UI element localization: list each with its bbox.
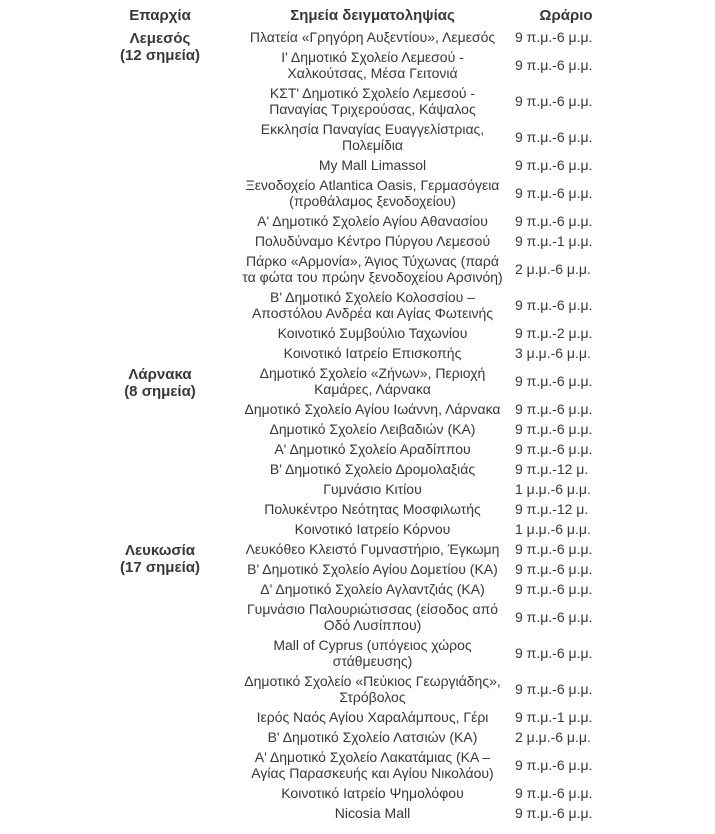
- hours-value: 9 π.μ.-6 μ.μ.: [515, 213, 593, 229]
- sampling-point: Α' Δημοτικό Σχολείο Λακατάμιας (ΚΑ – Αγίας Παρασκευής και Αγίου Νικολάου): [251, 749, 494, 781]
- sampling-point: Δημοτικό Σχολείο «Ζήνων», Περιοχή Καμάρες, Λάρνακα: [259, 365, 486, 397]
- hours-value: 2 μ.μ.-6 μ.μ.: [515, 729, 591, 745]
- table-row: [240, 287, 715, 323]
- table-row: [240, 419, 715, 439]
- province-count: (8 σημεία): [124, 383, 196, 400]
- sampling-point: Δημοτικό Σχολείο Αγίου Ιωάννη, Λάρνακα: [244, 401, 501, 417]
- table-row: [240, 499, 715, 519]
- hours-value: 9 π.μ.-6 μ.μ.: [515, 297, 593, 313]
- sampling-point: My Mall Limassol: [318, 157, 427, 173]
- hours-value: 9 π.μ.-12 μ.: [515, 501, 589, 517]
- sampling-point: Λευκόθεο Κλειστό Γυμναστήριο, Έγκωμη: [245, 541, 500, 557]
- province-name: Λάρνακα: [128, 366, 192, 383]
- table-row: [240, 323, 715, 343]
- table-row: [240, 671, 715, 707]
- table-row: [240, 727, 715, 747]
- table-row: [240, 231, 715, 251]
- table-row: [240, 559, 715, 579]
- sampling-point: Γυμνάσιο Κιτίου: [323, 481, 422, 497]
- hours-value: 9 π.μ.-6 μ.μ.: [515, 373, 593, 389]
- sampling-point: Β' Δημοτικό Σχολείο Αγίου Δομετίου (ΚΑ): [247, 561, 498, 577]
- hours-value: 9 π.μ.-6 μ.μ.: [515, 805, 593, 821]
- table-row: [240, 707, 715, 727]
- sampling-point: Nicosia Mall: [334, 805, 411, 821]
- hours-value: 9 π.μ.-6 μ.μ.: [515, 93, 593, 109]
- section-lemesos: [80, 27, 715, 363]
- table-row: [240, 27, 715, 47]
- table-row: [240, 47, 715, 83]
- sampling-point: Β' Δημοτικό Σχολείο Δρομολαξιάς: [269, 461, 476, 477]
- hours-value: 3 μ.μ.-6 μ.μ.: [515, 345, 591, 361]
- sampling-point: Κοινοτικό Ιατρείο Κόρνου: [294, 521, 451, 537]
- table-row: [240, 539, 715, 559]
- hours-value: 2 μ.μ.-6 μ.μ.: [515, 261, 591, 277]
- hours-value: 9 π.μ.-1 μ.μ.: [515, 709, 593, 725]
- sampling-point: Α' Δημοτικό Σχολείο Αραδίππου: [274, 441, 471, 457]
- sampling-point: Δ' Δημοτικό Σχολείο Αγλαντζιάς (ΚΑ): [260, 581, 485, 597]
- sampling-point: Κοινοτικό Ιατρείο Επισκοπής: [283, 345, 462, 361]
- hours-value: 9 π.μ.-6 μ.μ.: [515, 441, 593, 457]
- column-header-province: Επαρχία: [129, 7, 191, 24]
- sampling-point: Πολυκέντρο Νεότητας Μοσφιλωτής: [264, 501, 481, 517]
- hours-value: 9 π.μ.-6 μ.μ.: [515, 157, 593, 173]
- province-count: (12 σημεία): [120, 47, 200, 64]
- table-row: [240, 479, 715, 499]
- hours-value: 1 μ.μ.-6 μ.μ.: [515, 481, 591, 497]
- sampling-point: Γυμνάσιο Παλουριώτισσας (είσοδος από Οδό Λυσίππου): [246, 601, 499, 633]
- hours-value: 9 π.μ.-1 μ.μ.: [515, 233, 593, 249]
- table-row: [240, 459, 715, 479]
- province-cell: [80, 363, 240, 539]
- sampling-point: Δημοτικό Σχολείο «Πεύκιος Γεωργιάδης», Στρόβολος: [244, 673, 501, 705]
- table-row: [240, 635, 715, 671]
- hours-value: 9 π.μ.-6 μ.μ.: [515, 757, 593, 773]
- hours-value: 9 π.μ.-6 μ.μ.: [515, 541, 593, 557]
- sampling-point: Ιερός Ναός Αγίου Χαραλάμπους, Γέρι: [256, 709, 489, 725]
- sampling-point: Εκκλησία Παναγίας Ευαγγελίστριας, Πολεμίδια: [260, 121, 485, 153]
- table-row: [240, 783, 715, 803]
- sampling-point: Δημοτικό Σχολείο Λειβαδιών (ΚΑ): [269, 421, 476, 437]
- table-row: [240, 211, 715, 231]
- table-row: [240, 803, 715, 823]
- sampling-point: Β' Δημοτικό Σχολείο Κολοσσίου – Αποστόλου Ανδρέα και Αγίας Φωτεινής: [251, 289, 494, 321]
- hours-value: 9 π.μ.-6 μ.μ.: [515, 561, 593, 577]
- sampling-point: Ξενοδοχείο Atlantica Oasis, Γερμασόγεια (προθάλαμος ξενοδοχείου): [245, 177, 500, 209]
- hours-value: 9 π.μ.-6 μ.μ.: [515, 421, 593, 437]
- table-row: [240, 599, 715, 635]
- hours-value: 9 π.μ.-6 μ.μ.: [515, 185, 593, 201]
- province-name: Λευκωσία: [124, 542, 196, 559]
- sampling-point: Mall of Cyprus (υπόγειος χώρος στάθμευσης): [273, 637, 472, 669]
- sampling-point: Α' Δημοτικό Σχολείο Αγίου Αθανασίου: [257, 213, 488, 229]
- sampling-point: Ι' Δημοτικό Σχολείο Λεμεσού - Χαλκούτσας, Μέσα Γειτονιά: [281, 49, 464, 81]
- table-row: [240, 175, 715, 211]
- hours-value: 9 π.μ.-6 μ.μ.: [515, 57, 593, 73]
- section-lefkosia: [80, 539, 715, 823]
- hours-value: 9 π.μ.-6 μ.μ.: [515, 681, 593, 697]
- table-row: [240, 747, 715, 783]
- province-cell: [80, 539, 240, 823]
- table-row: [240, 119, 715, 155]
- hours-value: 9 π.μ.-12 μ.: [515, 461, 589, 477]
- table-row: [240, 343, 715, 363]
- hours-value: 1 μ.μ.-6 μ.μ.: [515, 521, 591, 537]
- province-name: Λεμεσός: [129, 30, 191, 47]
- table-row: [240, 399, 715, 419]
- province-count: (17 σημεία): [120, 559, 200, 576]
- hours-value: 9 π.μ.-6 μ.μ.: [515, 581, 593, 597]
- province-cell: [80, 27, 240, 363]
- hours-value: 9 π.μ.-6 μ.μ.: [515, 401, 593, 417]
- table-row: [240, 439, 715, 459]
- section-rows: [240, 363, 715, 539]
- sampling-point: Πολυδύναμο Κέντρο Πύργου Λεμεσού: [254, 233, 491, 249]
- hours-value: 9 π.μ.-6 μ.μ.: [515, 645, 593, 661]
- table-row: [240, 579, 715, 599]
- sampling-point: Πλατεία «Γρηγόρη Αυξεντίου», Λεμεσός: [249, 29, 496, 45]
- table-row: [240, 83, 715, 119]
- table-row: [240, 519, 715, 539]
- section-larnaka: [80, 363, 715, 539]
- column-header-hours: Ωράριο: [539, 7, 593, 24]
- sampling-point: Κοινοτικό Συμβούλιο Ταχωνίου: [277, 325, 468, 341]
- hours-value: 9 π.μ.-6 μ.μ.: [515, 129, 593, 145]
- sampling-point: Κοινοτικό Ιατρείο Ψημολόφου: [281, 785, 464, 801]
- hours-value: 9 π.μ.-6 μ.μ.: [515, 785, 593, 801]
- table-row: [240, 363, 715, 399]
- table-header-row: [80, 7, 715, 25]
- column-header-sampling-points: Σημεία δειγματοληψίας: [290, 7, 455, 24]
- hours-value: 9 π.μ.-6 μ.μ.: [515, 29, 593, 45]
- sampling-point: Β' Δημοτικό Σχολείο Λατσιών (ΚΑ): [267, 729, 478, 745]
- hours-value: 9 π.μ.-2 μ.μ.: [515, 325, 593, 341]
- section-rows: [240, 539, 715, 823]
- sampling-point: Πάρκο «Αρμονία», Άγιος Τύχωνας (παρά τα φώτα του πρώην ξενοδοχείου Αρσινόη): [242, 253, 503, 285]
- table-row: [240, 251, 715, 287]
- sampling-point: ΚΣΤ' Δημοτικό Σχολείο Λεμεσού - Παναγίας Τριχερούσας, Κάψαλος: [269, 85, 476, 117]
- hours-value: 9 π.μ.-6 μ.μ.: [515, 609, 593, 625]
- section-rows: [240, 27, 715, 363]
- table-row: [240, 155, 715, 175]
